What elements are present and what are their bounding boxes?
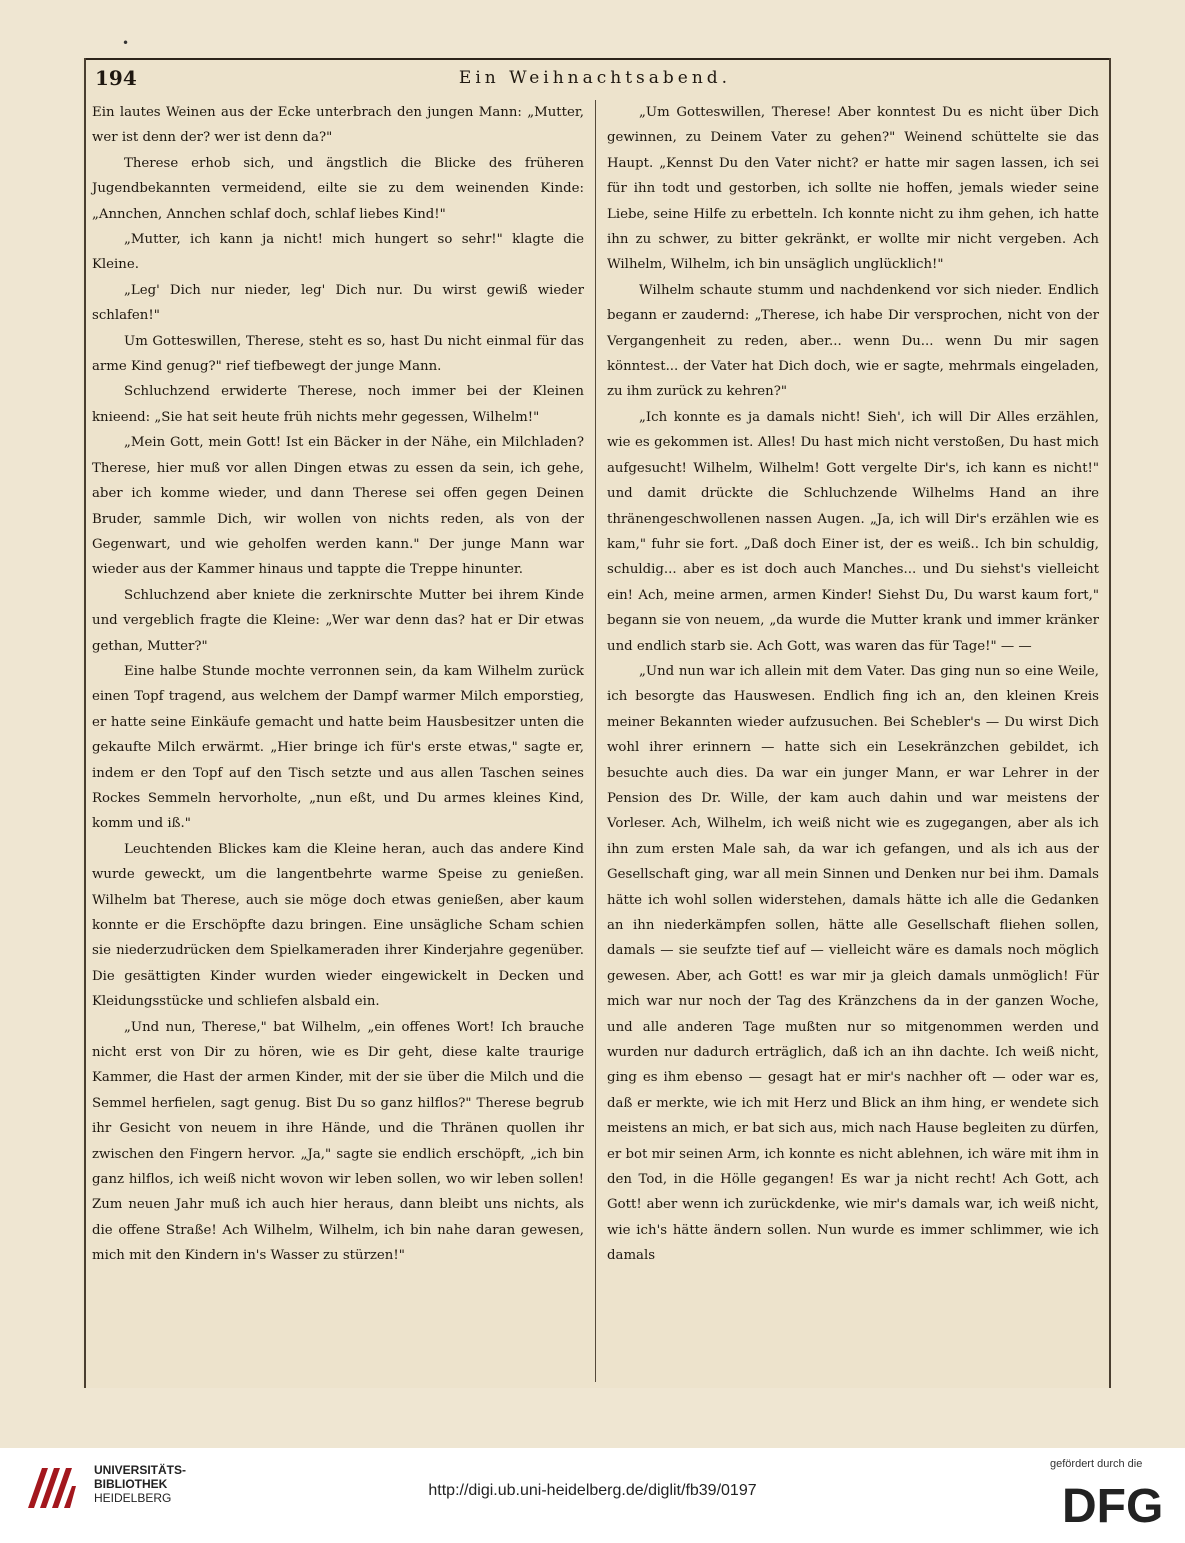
paragraph: Ein lautes Weinen aus der Ecke unterbrach den jungen Mann: „Mutter, wer ist denn der? wer ist denn da?" xyxy=(92,105,584,146)
page-number: 194 xyxy=(95,66,137,90)
paragraph: Schluchzend erwiderte Therese, noch immer bei der Kleinen knieend: „Sie hat seit heute früh nichts mehr gegessen, Wilhelm!" xyxy=(92,384,584,425)
paragraph: „Mein Gott, mein Gott! Ist ein Bäcker in der Nähe, ein Milchladen? Therese, hier muß vor allen Dingen etwas zu essen da sein, ich gehe, aber ich komme wieder, und dann Therese sei offen gegen Deinen Bruder, sammle Dich, wir wollen von nichts reden, als von der Gegenwart, und wie geholfen werden kann." Der junge Mann war wieder aus der Kammer hinaus und tappte die Treppe hinunter. xyxy=(92,435,584,578)
paragraph: „Um Gotteswillen, Therese! Aber konntest Du es nicht über Dich gewinnen, zu Deinem Vater zu gehen?" Weinend schüttelte sie das Haupt. „Kennst Du den Vater nicht? er hatte mir sagen lassen, ich sei für ihn todt und gestorben, ich sollte nie hoffen, jemals wieder seine Liebe, seine Hilfe zu erbetteln. Ich konnte nicht zu ihm gehen, ich hatte ihn zu schwer, zu bitter gekränkt, er wollte mir nicht vergeben. Ach Wilhelm, Wilhelm, ich bin unsäglich unglücklich!" xyxy=(607,105,1099,273)
library-name-line: BIBLIOTHEK xyxy=(94,1477,168,1491)
paragraph: Leuchtenden Blickes kam die Kleine heran, auch das andere Kind wurde geweckt, um die langentbehrte warme Speise zu genießen. Wilhelm bat Therese, auch sie möge doch etwas genießen, aber kaum konnte er die Erschöpfte dazu bringen. Eine unsägliche Scham schien sie niederzudrücken dem Spielkameraden ihrer Kinderjahre gegenüber. Die gesättigten Kinder wurden wieder eingewickelt in Decken und Kleidungsstücke und schliefen alsbald ein. xyxy=(92,841,584,1010)
paragraph: „Und nun war ich allein mit dem Vater. Das ging nun so eine Weile, ich besorgte das Hauswesen. Endlich fing ich an, den kleinen Kreis meiner Bekannten wieder aufzusuchen. Bei Schebler's — Du wirst Dich wohl ihrer erinnern — hatte sich ein Lesekränzchen gebildet, ich besuchte auch dies. Da war ein junger Mann, er war Lehrer in der Pension des Dr. Wille, der kam auch dahin und war meistens der Vorleser. Ach, Wilhelm, ich weiß nicht wie es zugegangen, aber als ich ihn zum ersten Male sah, da war ich gefangen, und als ich aus der Gesellschaft ging, war all mein Sinnen und Denken nur bei ihm. Damals hätte ich wohl sollen widerstehen, damals hätte ich alle die Gedanken an ihn niederkämpfen sollen, hätte alle Gesellschaft fliehen sollen, damals — sie seufzte tief auf — vielleicht wäre es damals noch möglich gewesen. Aber, ach Gott! es war mir ja gleich damals unmöglich! Für mich war nur noch der Tag des Kränzchens da in der ganzen Woche, und alle anderen Tage mußten nur so mitgenommen werden und wurden nur dadurch erträglich, daß ich an ihn dachte. Ich weiß nicht, ging es ihm ebenso — gesagt hat er mir's nachher oft — oder war es, daß er merkte, wie ich mit Herz und Blick an ihm hing, er wendete sich meistens an mich, er bat sich aus, mich nach Hause begleiten zu dürfen, er bot mir seinen Arm, ich konnte es nicht ablehnen, ich wäre mit ihm in den Tod, in die Hölle gegangen! Es war ja nicht recht! Ach Gott, ach Gott! aber wenn ich zurückdenke, wie mir's damals war, ich weiß nicht, wie ich's hätte ändern sollen. Nun wurde es immer schlimmer, wie ich damals xyxy=(607,663,1099,1264)
dfg-logo-text: DFG xyxy=(1062,1480,1164,1531)
funded-by-label: gefördert durch die xyxy=(1050,1458,1143,1470)
column-divider xyxy=(595,100,596,1382)
running-title: Ein Weihnachtsabend. xyxy=(458,68,732,88)
library-name-line: UNIVERSITÄTS- xyxy=(94,1463,187,1477)
right-column xyxy=(607,100,1099,1269)
library-name-line: HEIDELBERG xyxy=(94,1491,172,1505)
paragraph: Schluchzend aber kniete die zerknirschte Mutter bei ihrem Kinde und vergeblich fragte die Kleine: „Wer war denn das? hat er Dir etwas gethan, Mutter?" xyxy=(92,587,584,654)
right-rule xyxy=(1109,58,1111,1388)
footer-bar xyxy=(0,1448,1185,1543)
paragraph: Wilhelm schaute stumm und nachdenkend vor sich nieder. Endlich begann er zaudernd: „Therese, ich habe Dir versprochen, nicht von der Vergangenheit zu reden, aber... wenn Du... wenn Du mir sagen könntest... der Vater hat Dich doch, wie er sagte, mehrmals eingeladen, zu ihm zurück zu kehren?" xyxy=(607,282,1099,400)
left-column xyxy=(92,100,584,1269)
paragraph: „Und nun, Therese," bat Wilhelm, „ein offenes Wort! Ich brauche nicht erst von Dir zu hören, wie es Dir geht, diese kalte traurige Kammer, die Hast der armen Kinder, mit der sie über die Milch und die Semmel herfielen, sagt genug. Bist Du so ganz hilflos?" Therese begrub ihr Gesicht von neuem in ihre Hände, und die Thränen quollen ihr zwischen den Fingern hervor. „Ja," sagte sie endlich erschöpft, „ich bin ganz hilflos, ich weiß nicht wovon wir leben sollen, wo wir leben sollen! Zum neuen Jahr muß ich auch hier heraus, dann bleibt uns nichts, als die offene Straße! Ach Wilhelm, Wilhelm, ich bin nahe daran gewesen, mich mit den Kindern in's Wasser zu stürzen!" xyxy=(92,1019,584,1264)
permalink[interactable]: http://digi.ub.uni-heidelberg.de/diglit/fb39/0197 xyxy=(428,1482,757,1499)
paragraph: „Ich konnte es ja damals nicht! Sieh', ich will Dir Alles erzählen, wie es gekommen ist. Alles! Du hast mich nicht verstoßen, Du hast mich aufgesucht! Wilhelm, Wilhelm! Gott vergelte Dir's, ich kann es nicht!" und damit drückte die Schluchzende Wilhelms Hand an ihre thränengeschwollenen nassen Augen. „Ja, ich will Dir's erzählen wie es kam," fuhr sie fort. „Daß doch Einer ist, der es weiß.. Ich bin schuldig, schuldig... aber es ist doch auch Manches... und Du siehst's vielleicht ein! Ach, meine armen, armen Kinder! Siehst Du, Du warst kaum fort," begann sie von neuem, „da wurde die Mutter krank und immer kränker und endlich starb sie. Ach Gott, was waren das für Tage!" — — xyxy=(607,409,1099,654)
dfg-logo-icon xyxy=(1060,1476,1170,1531)
paragraph: Therese erhob sich, und ängstlich die Blicke des früheren Jugendbekannten vermeidend, eilte sie zu dem weinenden Kinde: „Annchen, Annchen schlaf doch, schlaf liebes Kind!" xyxy=(92,155,584,222)
paragraph: Eine halbe Stunde mochte verronnen sein, da kam Wilhelm zurück einen Topf tragend, aus welchem der Dampf warmer Milch emporstieg, er hatte seine Einkäufe gemacht und hatte beim Hausbesitzer unten die gekaufte Milch erwärmt. „Hier bringe ich für's erste etwas," sagte er, indem er den Topf auf den Tisch setzte und aus allen Taschen seines Rockes Semmeln hervorholte, „nun eßt, und Du armes kleines Kind, komm und iß." xyxy=(92,663,584,832)
left-rule xyxy=(84,58,86,1388)
paragraph: Um Gotteswillen, Therese, steht es so, hast Du nicht einmal für das arme Kind genug?" rief tiefbewegt der junge Mann. xyxy=(92,333,584,375)
page-header xyxy=(95,66,1095,96)
top-rule xyxy=(84,58,1110,60)
paragraph: „Leg' Dich nur nieder, leg' Dich nur. Du wirst gewiß wieder schlafen!" xyxy=(92,282,584,324)
scan-speck: • xyxy=(122,36,130,50)
paragraph: „Mutter, ich kann ja nicht! mich hungert so sehr!" klagte die Kleine. xyxy=(92,232,584,273)
